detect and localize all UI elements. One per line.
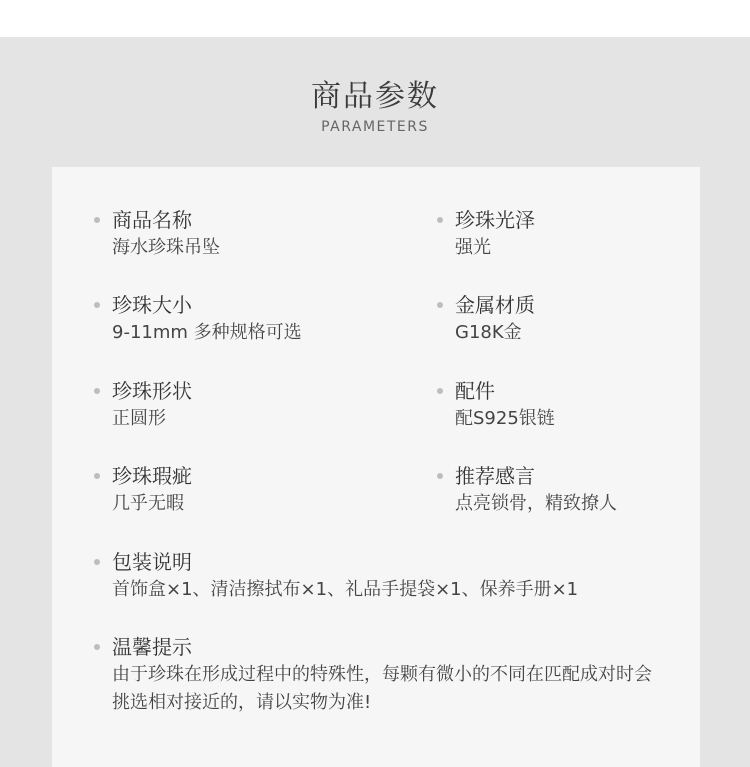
section-subtitle: PARAMETERS: [321, 119, 429, 135]
param-pearl-flaws: [112, 462, 192, 518]
bullet-dot: [94, 302, 100, 308]
param-packaging: [112, 548, 578, 604]
param-value: 强光: [455, 237, 491, 258]
param-value: 首饰盒×1、清洁擦拭布×1、礼品手提袋×1、保养手册×1: [112, 579, 579, 600]
bullet-dot: [437, 217, 443, 223]
top-strip: [0, 0, 750, 37]
param-label: 商品名称: [112, 208, 192, 232]
bullet-dot: [437, 302, 443, 308]
param-pearl-shape: [112, 377, 192, 433]
bullet-dot: [437, 388, 443, 394]
param-label: 金属材质: [455, 293, 535, 317]
param-notice: [112, 633, 667, 717]
param-value: 正圆形: [112, 408, 166, 429]
param-pearl-luster: [455, 206, 535, 262]
param-label: 珍珠瑕疵: [112, 464, 192, 488]
param-value: 9-11mm 多种规格可选: [112, 322, 302, 343]
section-title: 商品参数: [311, 79, 439, 114]
bullet-dot: [94, 559, 100, 565]
param-label: 推荐感言: [455, 464, 535, 488]
bullet-dot: [94, 644, 100, 650]
param-value: 几乎无暇: [112, 493, 184, 514]
param-label: 温馨提示: [112, 635, 192, 659]
param-pearl-size: [112, 291, 302, 347]
param-value: 配S925银链: [455, 408, 555, 429]
parameters-card: [52, 167, 700, 767]
param-label: 包装说明: [112, 550, 192, 574]
param-value: 由于珍珠在形成过程中的特殊性，每颗有微小的不同在匹配成对时会挑选相对接近的，请以实物为准!: [112, 664, 652, 713]
param-label: 配件: [455, 379, 495, 403]
param-label: 珍珠大小: [112, 293, 192, 317]
bullet-dot: [94, 217, 100, 223]
param-accessories: [455, 377, 555, 433]
param-value: G18K金: [455, 322, 522, 343]
param-value: 点亮锁骨，精致撩人: [455, 493, 617, 514]
param-metal-material: [455, 291, 535, 347]
bullet-dot: [437, 473, 443, 479]
param-value: 海水珍珠吊坠: [112, 237, 220, 258]
param-label: 珍珠光泽: [455, 208, 535, 232]
param-recommendation: [455, 462, 617, 518]
param-label: 珍珠形状: [112, 379, 192, 403]
bullet-dot: [94, 388, 100, 394]
bullet-dot: [94, 473, 100, 479]
param-product-name: [112, 206, 220, 262]
